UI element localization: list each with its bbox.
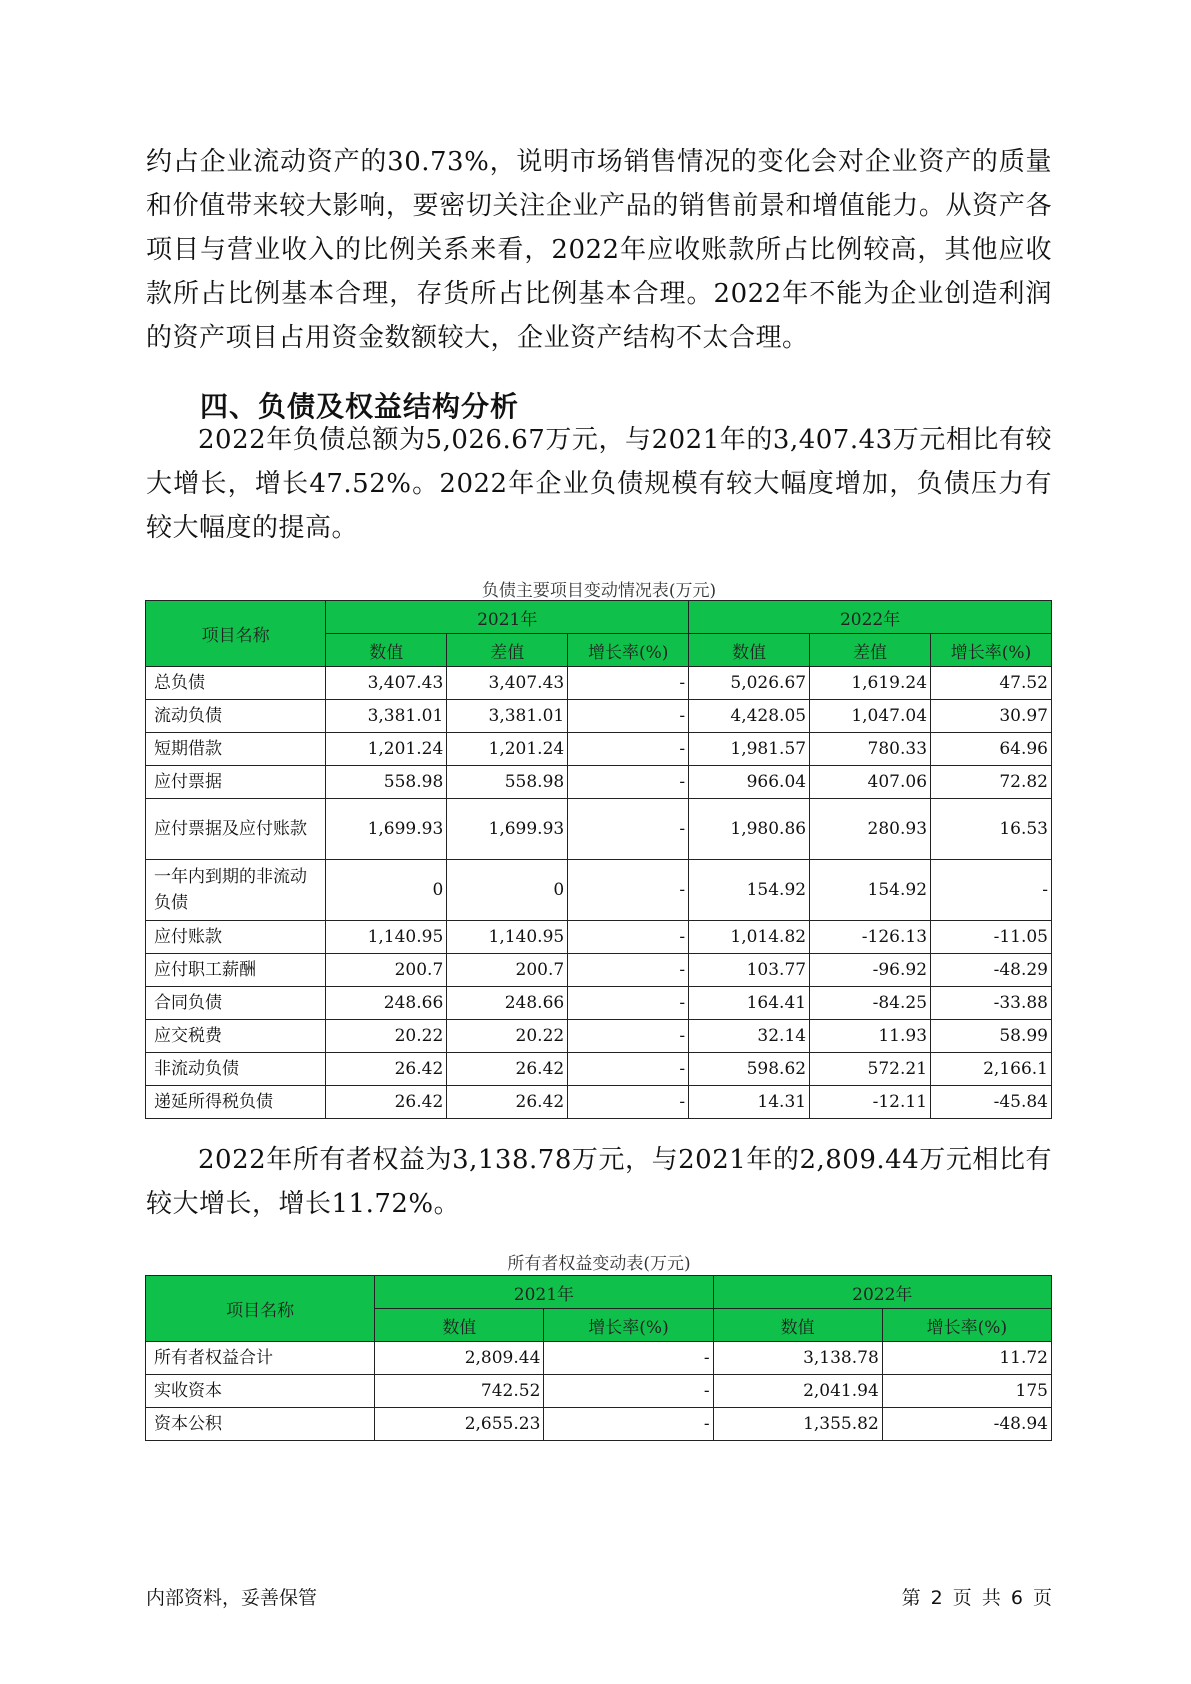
table-cell: - — [568, 733, 689, 766]
paragraph-liability-summary: 2022年负债总额为5,026.67万元，与2021年的3,407.43万元相比有较大增长，增长47.52%。2022年企业负债规模有较大幅度增加，负债压力有较大幅度的提高。 — [146, 425, 1052, 543]
sub-header-cell: 增长率(%) — [931, 634, 1052, 667]
table-cell: -126.13 — [810, 921, 931, 954]
equity-table — [145, 1275, 1052, 1441]
table-cell: - — [544, 1408, 713, 1441]
table-cell: 572.21 — [810, 1053, 931, 1086]
row-label: 一年内到期的非流动负债 — [146, 860, 326, 921]
table-row — [146, 1375, 1052, 1408]
table-row — [146, 766, 1052, 799]
table-cell: 5,026.67 — [689, 667, 810, 700]
table-cell: 200.7 — [447, 954, 568, 987]
table-row — [146, 921, 1052, 954]
table-cell: 1,047.04 — [810, 700, 931, 733]
table-row — [146, 799, 1052, 860]
table-cell: 407.06 — [810, 766, 931, 799]
table-cell: - — [568, 799, 689, 860]
table-cell: -12.11 — [810, 1086, 931, 1119]
table-cell: 32.14 — [689, 1020, 810, 1053]
table-cell: - — [568, 1020, 689, 1053]
table-cell: 16.53 — [931, 799, 1052, 860]
table-cell: 26.42 — [326, 1086, 447, 1119]
table-cell: 3,381.01 — [326, 700, 447, 733]
table-cell: 1,355.82 — [713, 1408, 882, 1441]
table-row — [146, 700, 1052, 733]
equity-table-caption: 所有者权益变动表(万元) — [507, 1254, 691, 1274]
table-cell: 1,981.57 — [689, 733, 810, 766]
sub-header-cell: 数值 — [326, 634, 447, 667]
table-cell: 4,428.05 — [689, 700, 810, 733]
table-cell: 0 — [447, 860, 568, 921]
table-cell: 248.66 — [326, 987, 447, 1020]
table-cell: 200.7 — [326, 954, 447, 987]
header-year-2022: 2022年 — [713, 1276, 1051, 1309]
table-cell: 1,699.93 — [326, 799, 447, 860]
header-year-2021: 2021年 — [326, 601, 689, 634]
table-cell: 248.66 — [447, 987, 568, 1020]
table-cell: 11.93 — [810, 1020, 931, 1053]
table-cell: 1,619.24 — [810, 667, 931, 700]
table-cell: 20.22 — [447, 1020, 568, 1053]
table-cell: - — [568, 954, 689, 987]
table-cell: 3,138.78 — [713, 1342, 882, 1375]
footer-page-number: 第 2 页 共 6 页 — [901, 1587, 1052, 1609]
table-cell: 103.77 — [689, 954, 810, 987]
table-cell: 2,041.94 — [713, 1375, 882, 1408]
row-label: 所有者权益合计 — [146, 1342, 375, 1375]
table-cell: 164.41 — [689, 987, 810, 1020]
table-cell: - — [568, 921, 689, 954]
table-cell: 154.92 — [810, 860, 931, 921]
table-cell: 598.62 — [689, 1053, 810, 1086]
table-cell: 26.42 — [447, 1053, 568, 1086]
table-cell: 1,980.86 — [689, 799, 810, 860]
sub-header-cell: 差值 — [810, 634, 931, 667]
table-cell: 72.82 — [931, 766, 1052, 799]
table-cell: -84.25 — [810, 987, 931, 1020]
table-cell: 780.33 — [810, 733, 931, 766]
row-label: 非流动负债 — [146, 1053, 326, 1086]
table-row — [146, 860, 1052, 921]
table-cell: 175 — [882, 1375, 1051, 1408]
table-row — [146, 1342, 1052, 1375]
table-cell: 26.42 — [447, 1086, 568, 1119]
row-label: 实收资本 — [146, 1375, 375, 1408]
paragraph-equity-summary: 2022年所有者权益为3,138.78万元，与2021年的2,809.44万元相比有较大增长，增长11.72%。 — [146, 1145, 1052, 1219]
table-cell: - — [544, 1375, 713, 1408]
paragraph-asset-summary: 约占企业流动资产的30.73%，说明市场销售情况的变化会对企业资产的质量和价值带来较大影响，要密切关注企业产品的销售前景和增值能力。从资产各项目与营业收入的比例关系来看，2022年应收账款所占比例较高，其他应收款所占比例基本合理，存货所占比例基本合理。2022年不能为企业创造利润的资产项目占用资金数额较大，企业资产结构不太合理。 — [146, 147, 1052, 353]
sub-header-cell: 差值 — [447, 634, 568, 667]
table-cell: -33.88 — [931, 987, 1052, 1020]
table-cell: 2,166.1 — [931, 1053, 1052, 1086]
row-label: 应付票据 — [146, 766, 326, 799]
section-heading: 四、负债及权益结构分析 — [200, 390, 520, 423]
row-label: 总负债 — [146, 667, 326, 700]
table-cell: 742.52 — [375, 1375, 544, 1408]
table-cell: 64.96 — [931, 733, 1052, 766]
row-label: 递延所得税负债 — [146, 1086, 326, 1119]
row-label: 应付账款 — [146, 921, 326, 954]
table-cell: 3,407.43 — [447, 667, 568, 700]
table-row — [146, 1053, 1052, 1086]
table-cell: 1,140.95 — [326, 921, 447, 954]
table-cell: 0 — [326, 860, 447, 921]
table-cell: 20.22 — [326, 1020, 447, 1053]
sub-header-cell: 增长率(%) — [568, 634, 689, 667]
table-row — [146, 954, 1052, 987]
table-cell: - — [568, 700, 689, 733]
row-label: 流动负债 — [146, 700, 326, 733]
table-cell: 154.92 — [689, 860, 810, 921]
table-cell: -96.92 — [810, 954, 931, 987]
table-row — [146, 1408, 1052, 1441]
row-label: 应付职工薪酬 — [146, 954, 326, 987]
equity-table-body — [146, 1342, 1052, 1441]
sub-header-cell: 增长率(%) — [882, 1309, 1051, 1342]
table-cell: 3,381.01 — [447, 700, 568, 733]
table-cell: 47.52 — [931, 667, 1052, 700]
table-row — [146, 733, 1052, 766]
table-row — [146, 667, 1052, 700]
header-year-2022: 2022年 — [689, 601, 1052, 634]
row-label: 合同负债 — [146, 987, 326, 1020]
table-cell: 1,201.24 — [326, 733, 447, 766]
table-row — [146, 1020, 1052, 1053]
table-cell: - — [568, 766, 689, 799]
table-cell: 14.31 — [689, 1086, 810, 1119]
table-cell: 1,201.24 — [447, 733, 568, 766]
row-label: 应付票据及应付账款 — [146, 799, 326, 860]
row-label: 应交税费 — [146, 1020, 326, 1053]
table-cell: -45.84 — [931, 1086, 1052, 1119]
table-cell: 1,140.95 — [447, 921, 568, 954]
footer-confidential-note: 内部资料，妥善保管 — [146, 1587, 318, 1609]
liability-table-body — [146, 667, 1052, 1119]
table-cell: 2,809.44 — [375, 1342, 544, 1375]
table-row — [146, 987, 1052, 1020]
header-item-name: 项目名称 — [146, 1276, 375, 1342]
table-cell: - — [568, 667, 689, 700]
row-label: 短期借款 — [146, 733, 326, 766]
liability-table — [145, 600, 1052, 1119]
table-cell: 1,014.82 — [689, 921, 810, 954]
table-cell: 558.98 — [326, 766, 447, 799]
table-cell: - — [931, 860, 1052, 921]
header-item-name: 项目名称 — [146, 601, 326, 667]
table-cell: 966.04 — [689, 766, 810, 799]
sub-header-cell: 数值 — [689, 634, 810, 667]
table-cell: 280.93 — [810, 799, 931, 860]
table-cell: - — [568, 1053, 689, 1086]
row-label: 资本公积 — [146, 1408, 375, 1441]
sub-header-cell: 增长率(%) — [544, 1309, 713, 1342]
table-cell: 30.97 — [931, 700, 1052, 733]
table-cell: 3,407.43 — [326, 667, 447, 700]
table-cell: 1,699.93 — [447, 799, 568, 860]
table-cell: 58.99 — [931, 1020, 1052, 1053]
sub-header-cell: 数值 — [713, 1309, 882, 1342]
table-cell: -48.29 — [931, 954, 1052, 987]
table-cell: 2,655.23 — [375, 1408, 544, 1441]
table-cell: - — [568, 987, 689, 1020]
liability-table-caption: 负债主要项目变动情况表(万元) — [481, 581, 717, 601]
table-cell: - — [568, 860, 689, 921]
table-cell: - — [568, 1086, 689, 1119]
table-row — [146, 1086, 1052, 1119]
table-cell: 26.42 — [326, 1053, 447, 1086]
header-year-2021: 2021年 — [375, 1276, 713, 1309]
table-cell: 558.98 — [447, 766, 568, 799]
sub-header-cell: 数值 — [375, 1309, 544, 1342]
table-cell: 11.72 — [882, 1342, 1051, 1375]
table-cell: -48.94 — [882, 1408, 1051, 1441]
table-cell: -11.05 — [931, 921, 1052, 954]
table-cell: - — [544, 1342, 713, 1375]
